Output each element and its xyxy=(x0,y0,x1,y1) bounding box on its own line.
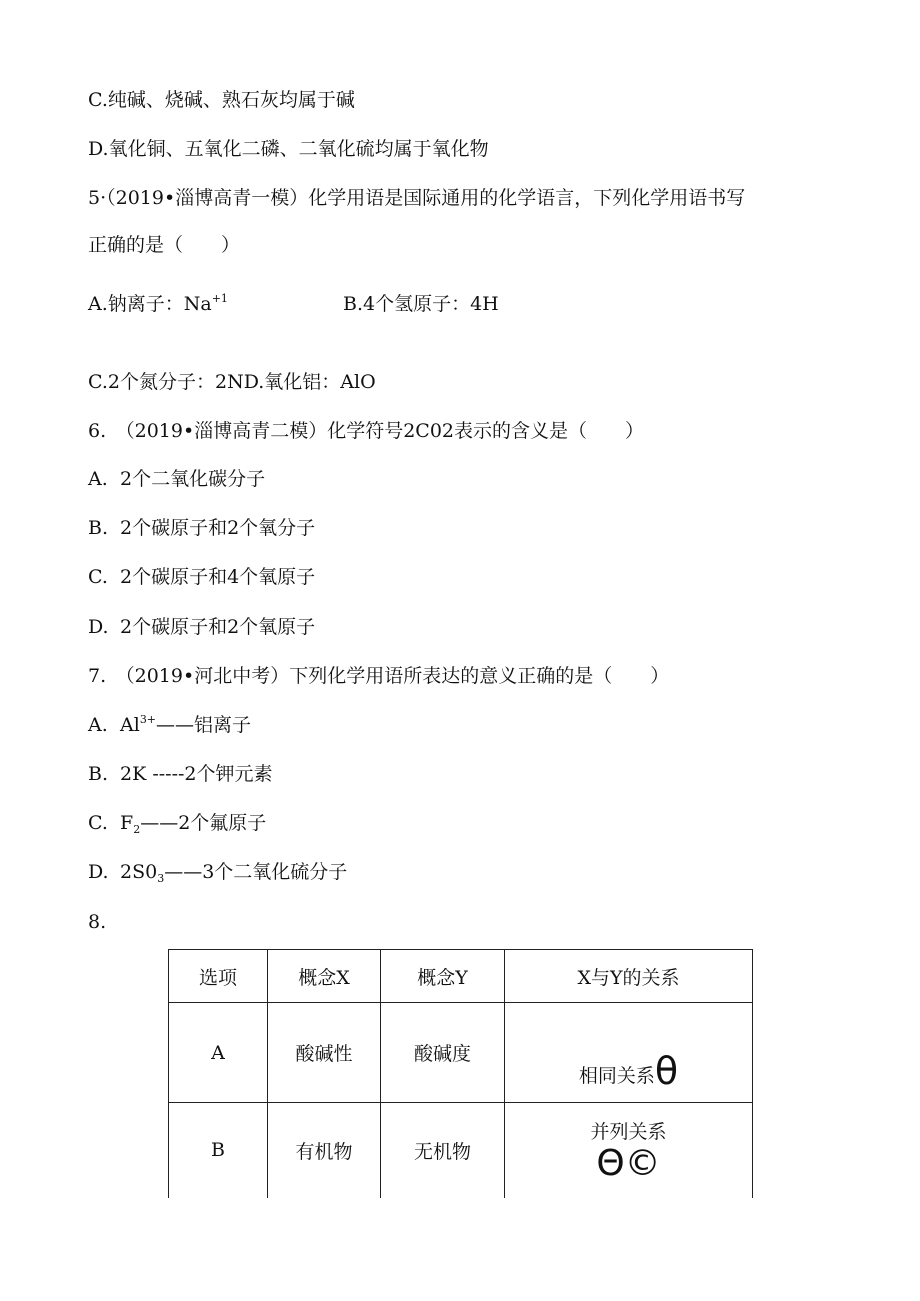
q6-option-b-label: B. xyxy=(88,517,109,539)
q7-option-d-formula: 2S0 xyxy=(120,861,158,883)
q5-option-b: B.4个氢原子：4H xyxy=(343,293,499,315)
q6-stem: 6. （2019•淄博高青二模）化学符号2C02表示的含义是（ ） xyxy=(88,420,644,442)
q6-option-a-text: 2个二氧化碳分子 xyxy=(120,468,266,490)
row-concept-y: 无机物 xyxy=(381,1103,505,1198)
row-option: B xyxy=(169,1103,268,1198)
q6-option-d-label: D. xyxy=(88,616,109,638)
theta-symbol-icon: θ xyxy=(654,1048,679,1093)
table-row xyxy=(169,1103,753,1198)
q6-option-d xyxy=(88,614,315,640)
theta-copyright-symbol-icon: Θ© xyxy=(596,1142,661,1184)
q7-option-b-text: 2K -----2个钾元素 xyxy=(120,763,273,785)
q7-option-a-label: A. xyxy=(88,714,108,736)
q7-option-b-label: B. xyxy=(88,763,109,785)
table-row xyxy=(169,1003,753,1103)
row-relation xyxy=(505,1003,753,1103)
q7-option-c-meaning: ——2个氟原子 xyxy=(140,812,267,834)
q7-option-c-formula: F xyxy=(120,812,134,834)
relation-text: 相同关系 xyxy=(578,1064,655,1087)
q5-option-a-text: A.钠离子：Na xyxy=(88,293,212,315)
q6-option-c-label: C. xyxy=(88,566,108,588)
header-concept-y: 概念Y xyxy=(381,950,505,1003)
q6-option-c-text: 2个碳原子和4个氧原子 xyxy=(120,566,316,588)
q7-option-d-subscript: 3 xyxy=(157,872,165,885)
q7-option-a xyxy=(88,712,251,738)
q7-option-c-subscript: 2 xyxy=(133,823,141,836)
q5-stem-line1: 5·（2019•淄博高青一模）化学用语是国际通用的化学语言，下列化学用语书写 xyxy=(88,187,746,209)
row-concept-x: 酸碱性 xyxy=(268,1003,381,1103)
q7-option-c xyxy=(88,810,266,836)
q7-option-d-label: D. xyxy=(88,861,109,883)
q6-option-b-text: 2个碳原子和2个氧分子 xyxy=(120,517,316,539)
q4-option-d: D.氧化铜、五氧化二磷、二氧化硫均属于氧化物 xyxy=(88,138,489,160)
header-option: 选项 xyxy=(169,950,268,1003)
q4-option-c: C.纯碱、烧碱、熟石灰均属于碱 xyxy=(88,89,355,111)
q7-option-d xyxy=(88,859,347,885)
q8-number: 8. xyxy=(88,911,107,933)
q5-stem-line2: 正确的是（ ） xyxy=(88,234,241,256)
q6-option-b xyxy=(88,515,315,541)
header-relation: X与Y的关系 xyxy=(505,950,753,1003)
q5-option-a-charge: +1 xyxy=(211,292,228,305)
row-option: A xyxy=(169,1003,268,1103)
header-concept-x: 概念X xyxy=(268,950,381,1003)
q5-option-cd: C.2个氮分子：2ND.氧化铝：AlO xyxy=(88,371,376,393)
q7-option-a-charge: 3+ xyxy=(139,713,157,726)
row-concept-y: 酸碱度 xyxy=(381,1003,505,1103)
q6-option-a xyxy=(88,466,265,492)
q7-option-b xyxy=(88,761,273,787)
q5-option-a xyxy=(88,291,228,317)
q7-stem: 7. （2019•河北中考）下列化学用语所表达的意义正确的是（ ） xyxy=(88,665,670,687)
q7-option-d-meaning: ——3个二氧化硫分子 xyxy=(164,861,348,883)
row-relation xyxy=(505,1103,753,1198)
row-concept-x: 有机物 xyxy=(268,1103,381,1198)
q6-option-c xyxy=(88,564,315,590)
table-header-row xyxy=(169,950,753,1003)
q7-option-c-label: C. xyxy=(88,812,108,834)
q6-option-d-text: 2个碳原子和2个氧原子 xyxy=(120,616,316,638)
q6-option-a-label: A. xyxy=(88,468,108,490)
q7-option-a-meaning: ——铝离子 xyxy=(156,714,252,736)
q7-option-a-formula: Al xyxy=(120,714,140,736)
relation-text: 并列关系 xyxy=(590,1120,667,1143)
concept-table xyxy=(168,949,753,1198)
